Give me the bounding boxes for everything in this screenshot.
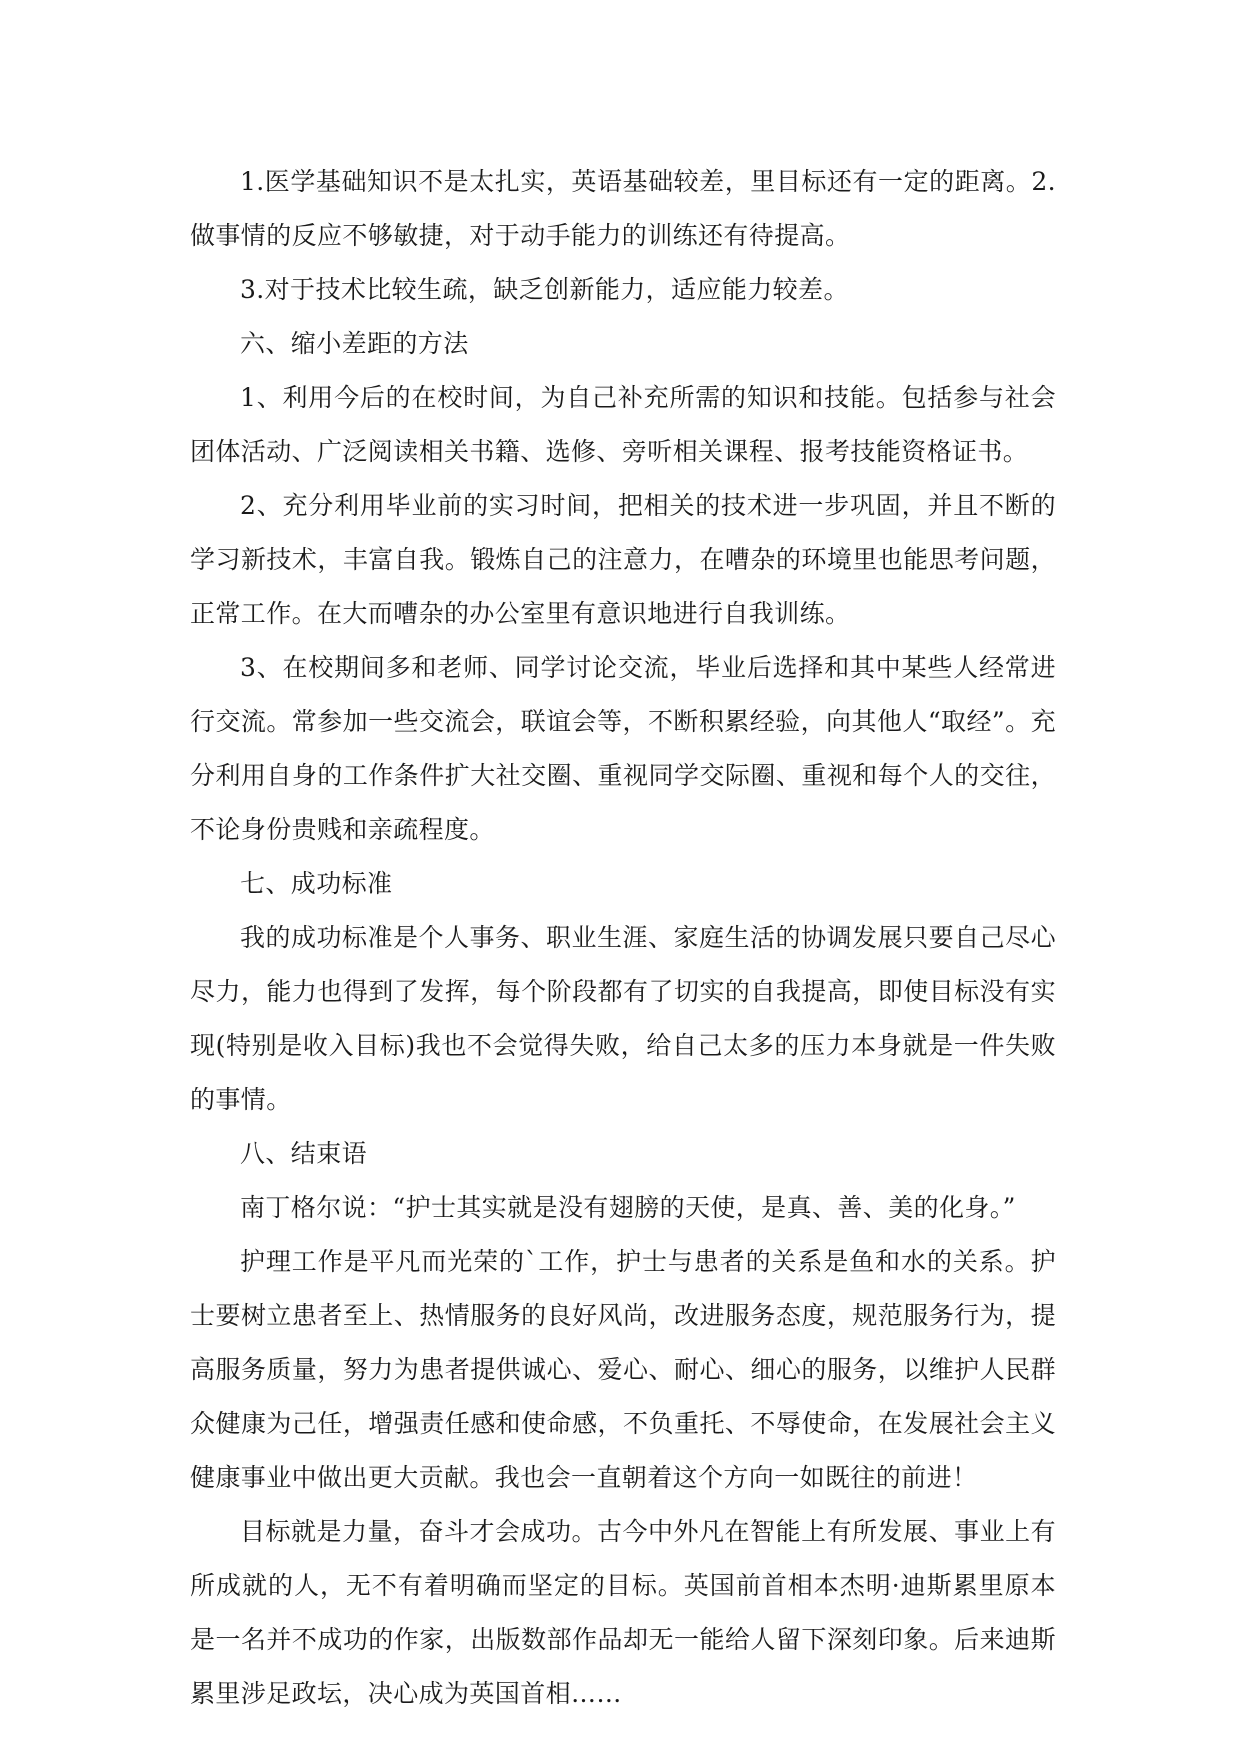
paragraph-nightingale-quote: 南丁格尔说：“护士其实就是没有翅膀的天使，是真、善、美的化身。” — [240, 1193, 1016, 1222]
paragraph-weakness-3: 3.对于技术比较生疏，缺乏创新能力，适应能力较差。 — [240, 275, 849, 304]
section-heading-gap-methods: 六、缩小差距的方法 — [240, 329, 469, 358]
paragraph-method-2: 2、充分利用毕业前的实习时间，把相关的技术进一步巩固，并且不断的学习新技术，丰富自我。锻炼自己的注意力，在嘈杂的环境里也能思考问题，正常工作。在大而嘈杂的办公室里有意识地进行自我训练。 — [190, 491, 1056, 628]
document-body — [190, 155, 1056, 1721]
paragraph-method-1: 1、利用今后的在校时间，为自己补充所需的知识和技能。包括参与社会团体活动、广泛阅读相关书籍、选修、旁听相关课程、报考技能资格证书。 — [190, 383, 1056, 466]
paragraph-method-3: 3、在校期间多和老师、同学讨论交流，毕业后选择和其中某些人经常进行交流。常参加一些交流会，联谊会等，不断积累经验，向其他人“取经”。充分利用自身的工作条件扩大社交圈、重视同学交际圈、重视和每个人的交往，不论身份贵贱和亲疏程度。 — [190, 653, 1056, 844]
section-heading-conclusion: 八、结束语 — [240, 1139, 368, 1168]
paragraph-goal-power: 目标就是力量，奋斗才会成功。古今中外凡在智能上有所发展、事业上有所成就的人，无不有着明确而坚定的目标。英国前首相本杰明·迪斯累里原本是一名并不成功的作家，出版数部作品却无一能给人留下深刻印象。后来迪斯累里涉足政坛，决心成为英国首相…… — [190, 1517, 1056, 1708]
paragraph-success-criteria: 我的成功标准是个人事务、职业生涯、家庭生活的协调发展只要自己尽心尽力，能力也得到了发挥，每个阶段都有了切实的自我提高，即使目标没有实现(特别是收入目标)我也不会觉得失败，给自己太多的压力本身就是一件失败的事情。 — [190, 923, 1056, 1114]
paragraph-nursing-work: 护理工作是平凡而光荣的`工作，护士与患者的关系是鱼和水的关系。护士要树立患者至上、热情服务的良好风尚，改进服务态度，规范服务行为，提高服务质量，努力为患者提供诚心、爱心、耐心、细心的服务，以维护人民群众健康为己任，增强责任感和使命感，不负重托、不辱使命，在发展社会主义健康事业中做出更大贡献。我也会一直朝着这个方向一如既往的前进！ — [190, 1247, 1056, 1492]
paragraph-weakness-1-2: 1.医学基础知识不是太扎实，英语基础较差，里目标还有一定的距离。2.做事情的反应不够敏捷，对于动手能力的训练还有待提高。 — [190, 167, 1056, 250]
section-heading-success-criteria: 七、成功标准 — [240, 869, 393, 898]
